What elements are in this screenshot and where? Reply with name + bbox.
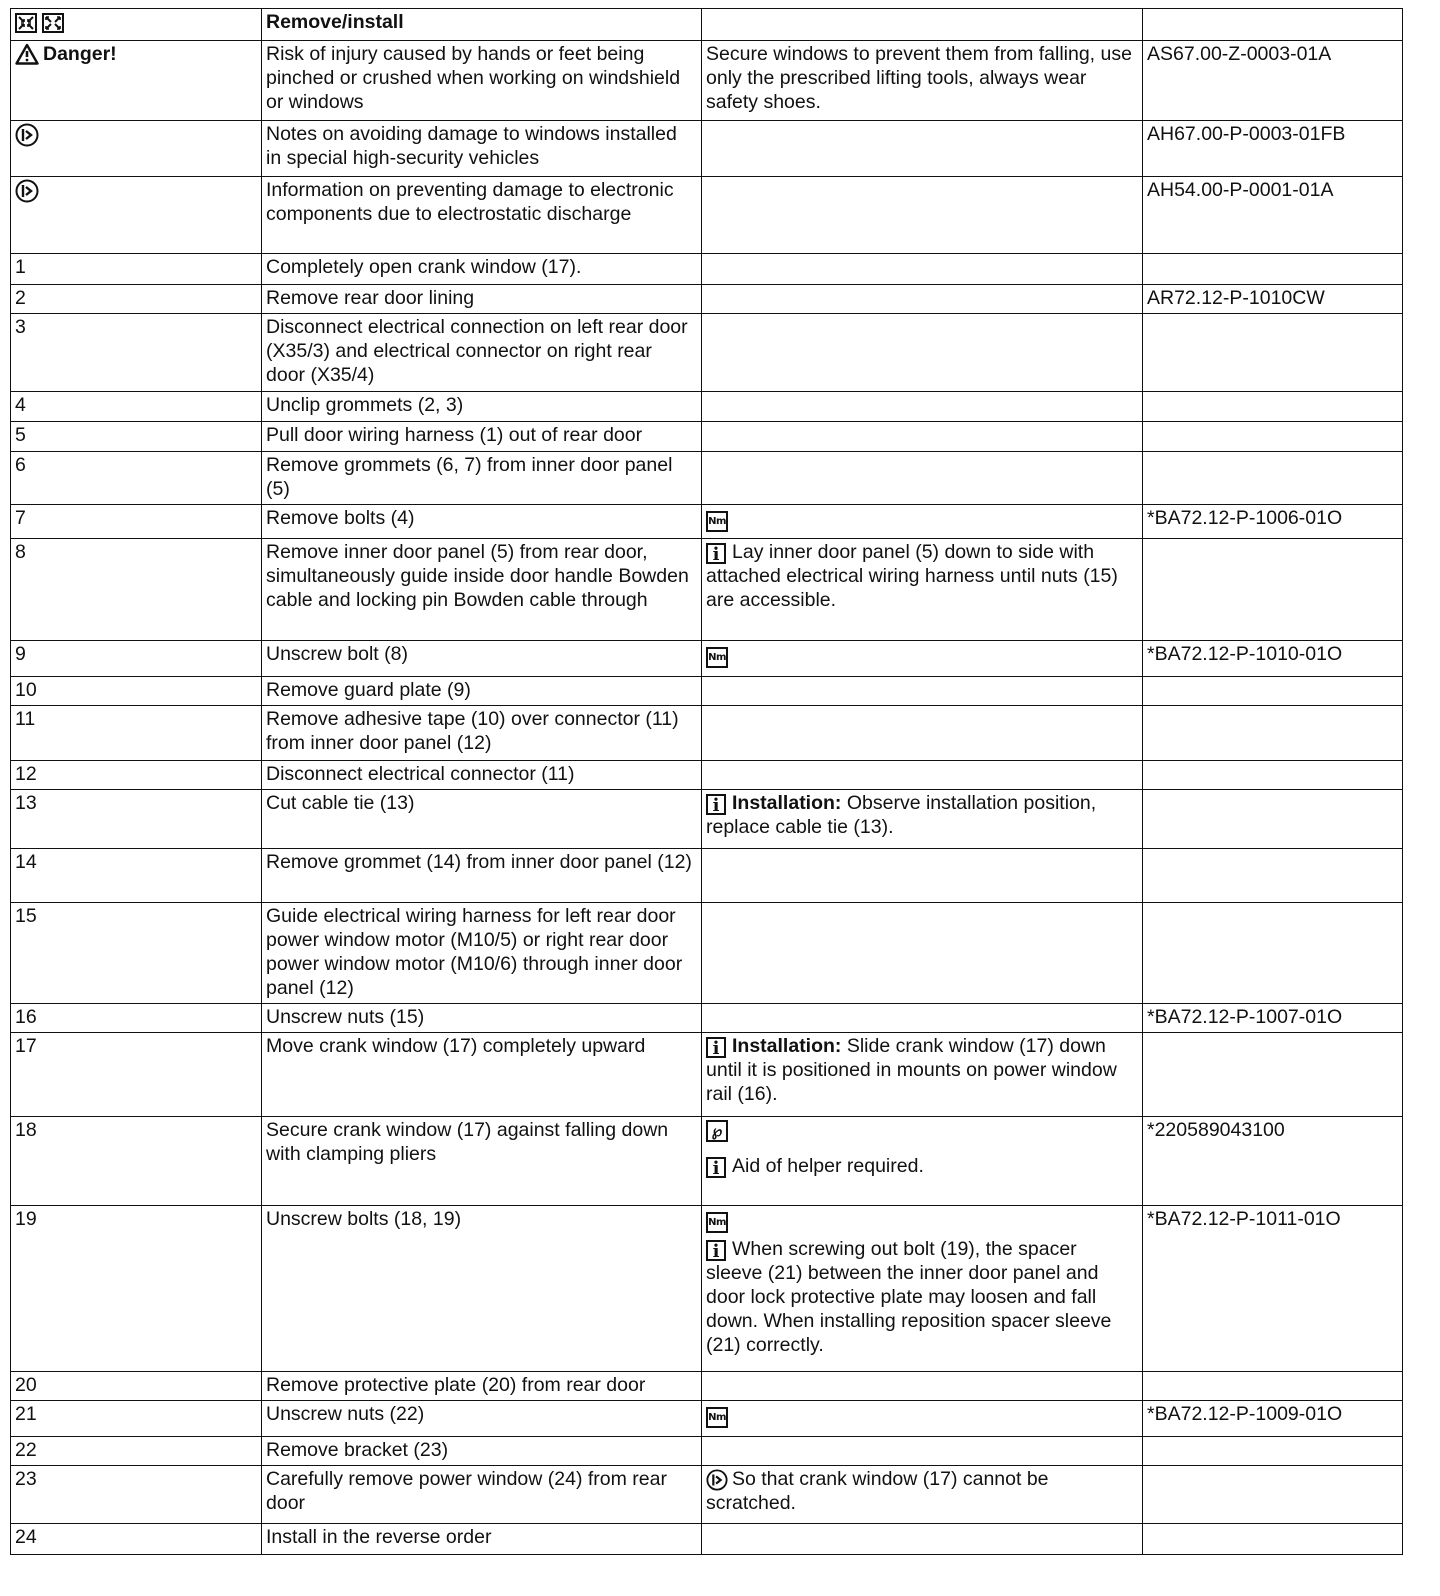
step-note: Lay inner door panel (5) down to side with attached electrical wiring harness until nuts (15) are accessible. [706, 541, 1118, 611]
step-number: 12 [11, 761, 262, 790]
safety-ref[interactable]: AH54.00-P-0001-01A [1143, 177, 1403, 254]
step-row [11, 677, 1403, 706]
step-text: Carefully remove power window (24) from rear door [262, 1466, 702, 1524]
step-text: Remove inner door panel (5) from rear door, simultaneously guide inside door handle Bowden cable and locking pin Bowden cable through [262, 539, 702, 641]
step-row [11, 1117, 1403, 1206]
step-note: So that crank window (17) cannot be scratched. [706, 1468, 1049, 1514]
step-row [11, 254, 1403, 285]
step-row [11, 1004, 1403, 1033]
info-icon: i [706, 1240, 726, 1261]
step-text: Completely open crank window (17). [262, 254, 702, 285]
step-row [11, 314, 1403, 392]
header-row [11, 9, 1403, 41]
safety-note: Secure windows to prevent them from falling, use only the prescribed lifting tools, always wear safety shoes. [702, 41, 1143, 121]
safety-row-danger [11, 41, 1403, 121]
step-number: 3 [11, 314, 262, 392]
installation-label: Installation: [732, 1035, 842, 1057]
step-row [11, 452, 1403, 505]
step-row [11, 1401, 1403, 1437]
step-text: Remove adhesive tape (10) over connector (11) from inner door panel (12) [262, 706, 702, 761]
step-text: Unscrew nuts (15) [262, 1004, 702, 1033]
step-text: Remove grommet (14) from inner door panel (12) [262, 849, 702, 903]
step-number: 10 [11, 677, 262, 706]
step-text: Secure crank window (17) against falling down with clamping pliers [262, 1117, 702, 1206]
step-number: 20 [11, 1372, 262, 1401]
step-number: 18 [11, 1117, 262, 1206]
step-number: 6 [11, 452, 262, 505]
step-number: 24 [11, 1524, 262, 1555]
step-text: Install in the reverse order [262, 1524, 702, 1555]
step-number: 23 [11, 1466, 262, 1524]
step-ref[interactable]: *220589043100 [1143, 1117, 1403, 1206]
step-row [11, 1206, 1403, 1372]
step-text: Remove grommets (6, 7) from inner door panel (5) [262, 452, 702, 505]
step-ref[interactable]: *BA72.12-P-1006-01O [1143, 505, 1403, 539]
step-text: Remove guard plate (9) [262, 677, 702, 706]
safety-text: Information on preventing damage to electronic components due to electrostatic discharge [262, 177, 702, 254]
step-note: Slide crank window (17) down until it is positioned in mounts on power window rail (16). [706, 1035, 1117, 1105]
step-text: Guide electrical wiring harness for left rear door power window motor (M10/5) or right rear door power window motor (M10/6) through inner door panel (12) [262, 903, 702, 1004]
step-text: Unclip grommets (2, 3) [262, 392, 702, 422]
install-icon [42, 13, 64, 33]
safety-row-windows [11, 121, 1403, 177]
installation-label: Installation: [732, 792, 842, 814]
step-row [11, 761, 1403, 790]
torque-icon[interactable]: Nm [706, 511, 728, 532]
step-row [11, 285, 1403, 314]
step-note: Aid of helper required. [732, 1155, 924, 1177]
step-number: 22 [11, 1437, 262, 1466]
safety-text: Risk of injury caused by hands or feet being pinched or crushed when working on windshield or windows [262, 41, 702, 121]
step-number: 14 [11, 849, 262, 903]
safety-ref[interactable]: AH67.00-P-0003-01FB [1143, 121, 1403, 177]
step-number: 4 [11, 392, 262, 422]
step-text: Cut cable tie (13) [262, 790, 702, 849]
step-ref[interactable]: *BA72.12-P-1011-01O [1143, 1206, 1403, 1372]
info-icon: i [706, 794, 726, 815]
torque-icon[interactable]: Nm [706, 1212, 728, 1233]
step-number: 1 [11, 254, 262, 285]
step-row [11, 706, 1403, 761]
safety-ref[interactable]: AS67.00-Z-0003-01A [1143, 41, 1403, 121]
info-icon: i [706, 1037, 726, 1058]
step-number: 15 [11, 903, 262, 1004]
info-icon: i [706, 543, 726, 564]
header-title: Remove/install [262, 9, 702, 41]
step-row [11, 1437, 1403, 1466]
step-row [11, 903, 1403, 1004]
step-number: 13 [11, 790, 262, 849]
step-row [11, 641, 1403, 677]
torque-icon[interactable]: Nm [706, 647, 728, 668]
step-row [11, 539, 1403, 641]
step-number: 17 [11, 1033, 262, 1117]
step-row [11, 1466, 1403, 1524]
step-text: Unscrew bolts (18, 19) [262, 1206, 702, 1372]
remove-icon [15, 13, 37, 33]
danger-label: Danger! [43, 43, 117, 65]
step-note: Observe installation position, replace cable tie (13). [706, 792, 1097, 838]
step-row [11, 392, 1403, 422]
damage-notice-icon [15, 179, 39, 203]
step-text: Remove bolts (4) [262, 505, 702, 539]
step-number: 16 [11, 1004, 262, 1033]
step-text: Unscrew bolt (8) [262, 641, 702, 677]
step-ref[interactable]: *BA72.12-P-1007-01O [1143, 1004, 1403, 1033]
step-number: 11 [11, 706, 262, 761]
step-row [11, 790, 1403, 849]
remove-install-icons [11, 9, 262, 41]
step-row [11, 1372, 1403, 1401]
step-row [11, 849, 1403, 903]
step-text: Remove bracket (23) [262, 1437, 702, 1466]
procedure-table [10, 8, 1403, 1555]
step-row [11, 1033, 1403, 1117]
step-text: Move crank window (17) completely upward [262, 1033, 702, 1117]
safety-text: Notes on avoiding damage to windows installed in special high-security vehicles [262, 121, 702, 177]
step-text: Unscrew nuts (22) [262, 1401, 702, 1437]
step-text: Disconnect electrical connection on left rear door (X35/3) and electrical connector on right rear door (X35/4) [262, 314, 702, 392]
torque-icon[interactable]: Nm [706, 1407, 728, 1428]
special-tool-icon[interactable]: ℘ [706, 1120, 728, 1142]
header-empty [702, 9, 1143, 41]
header-empty [1143, 9, 1403, 41]
damage-notice-icon [15, 123, 39, 147]
step-number: 9 [11, 641, 262, 677]
warning-triangle-icon [15, 43, 39, 65]
step-row [11, 1524, 1403, 1555]
step-text: Remove protective plate (20) from rear door [262, 1372, 702, 1401]
step-number: 8 [11, 539, 262, 641]
step-text: Remove rear door lining [262, 285, 702, 314]
step-row [11, 422, 1403, 452]
info-icon: i [706, 1157, 726, 1178]
step-note: When screwing out bolt (19), the spacer sleeve (21) between the inner door panel and door lock protective plate may loosen and fall down. When installing reposition spacer sleeve (21) correctly. [706, 1238, 1112, 1356]
step-text: Pull door wiring harness (1) out of rear door [262, 422, 702, 452]
step-row [11, 505, 1403, 539]
step-text: Disconnect electrical connector (11) [262, 761, 702, 790]
damage-notice-icon [706, 1469, 728, 1491]
step-number: 5 [11, 422, 262, 452]
step-number: 7 [11, 505, 262, 539]
step-ref[interactable]: *BA72.12-P-1009-01O [1143, 1401, 1403, 1437]
safety-row-esd [11, 177, 1403, 254]
step-number: 21 [11, 1401, 262, 1437]
step-number: 19 [11, 1206, 262, 1372]
step-ref[interactable]: AR72.12-P-1010CW [1143, 285, 1403, 314]
step-number: 2 [11, 285, 262, 314]
step-ref[interactable]: *BA72.12-P-1010-01O [1143, 641, 1403, 677]
